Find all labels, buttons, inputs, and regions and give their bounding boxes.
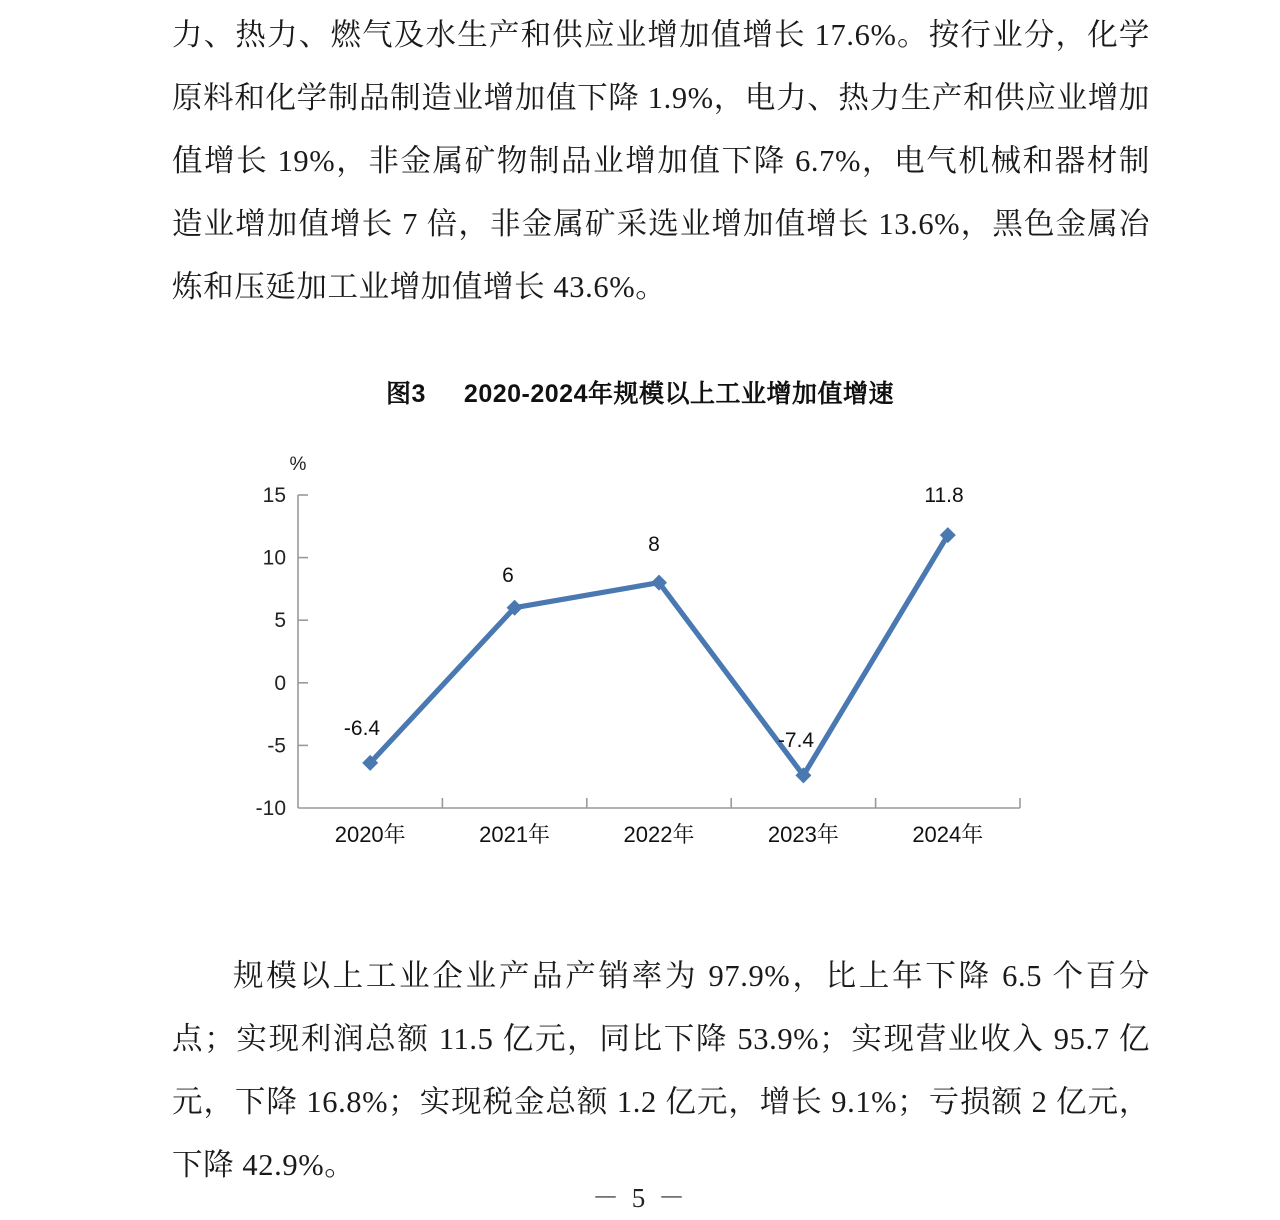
y-tick-label: 10 (262, 546, 286, 570)
y-tick-label: 0 (274, 671, 286, 695)
y-tick-label: 5 (274, 609, 286, 633)
paragraph-industrial-value-added: 力、热力、燃气及水生产和供应业增加值增长 17.6%。按行业分，化学原料和化学制品制造业增加值下降 1.9%，电力、热力生产和供应业增加值增长 19%，非金属矿物制品业增加值下降 6.7%，电气机械和器材制造业增加值增长 7 倍，非金属矿采选业增加值增长 13.6%，黑色金属冶炼和压延加工业增加值增长 43.6%。 (172, 18, 1150, 304)
y-tick-label: -10 (255, 797, 286, 820)
data-value-label: -6.4 (343, 717, 381, 740)
data-value-label: 6 (502, 564, 514, 587)
page-number: － 5 － (592, 1183, 688, 1213)
x-axis-label: 2024年 (912, 822, 984, 847)
figure-title-text: 2020-2024年规模以上工业增加值增速 (463, 380, 894, 408)
data-value-label: 8 (648, 533, 660, 556)
paragraph-enterprise-indicators: 规模以上工业企业产品产销率为 97.9%，比上年下降 6.5 个百分点；实现利润总额 11.5 亿元，同比下降 53.9%；实现营业收入 95.7 亿元，下降 16.8%；实现税金总额 1.2 亿元，增长 9.1%；亏损额 2 亿元，下降 42.9%。 (172, 959, 1150, 1182)
data-value-label: -7.4 (777, 729, 815, 752)
y-tick-label: -5 (267, 734, 286, 758)
figure-caption (0, 374, 1280, 410)
x-axis-label: 2022年 (623, 822, 695, 847)
data-value-label: 11.8 (924, 484, 964, 507)
chart-canvas (230, 430, 1050, 860)
line-chart (230, 430, 1050, 860)
figure-number-label: 图3 (386, 380, 426, 408)
x-axis-label: 2021年 (479, 822, 551, 847)
y-tick-label: 15 (262, 484, 286, 507)
x-axis-label: 2023年 (767, 822, 839, 847)
figure-3-block (0, 360, 1280, 870)
x-axis-label: 2020年 (334, 822, 406, 847)
y-axis-unit-label: % (289, 454, 307, 475)
